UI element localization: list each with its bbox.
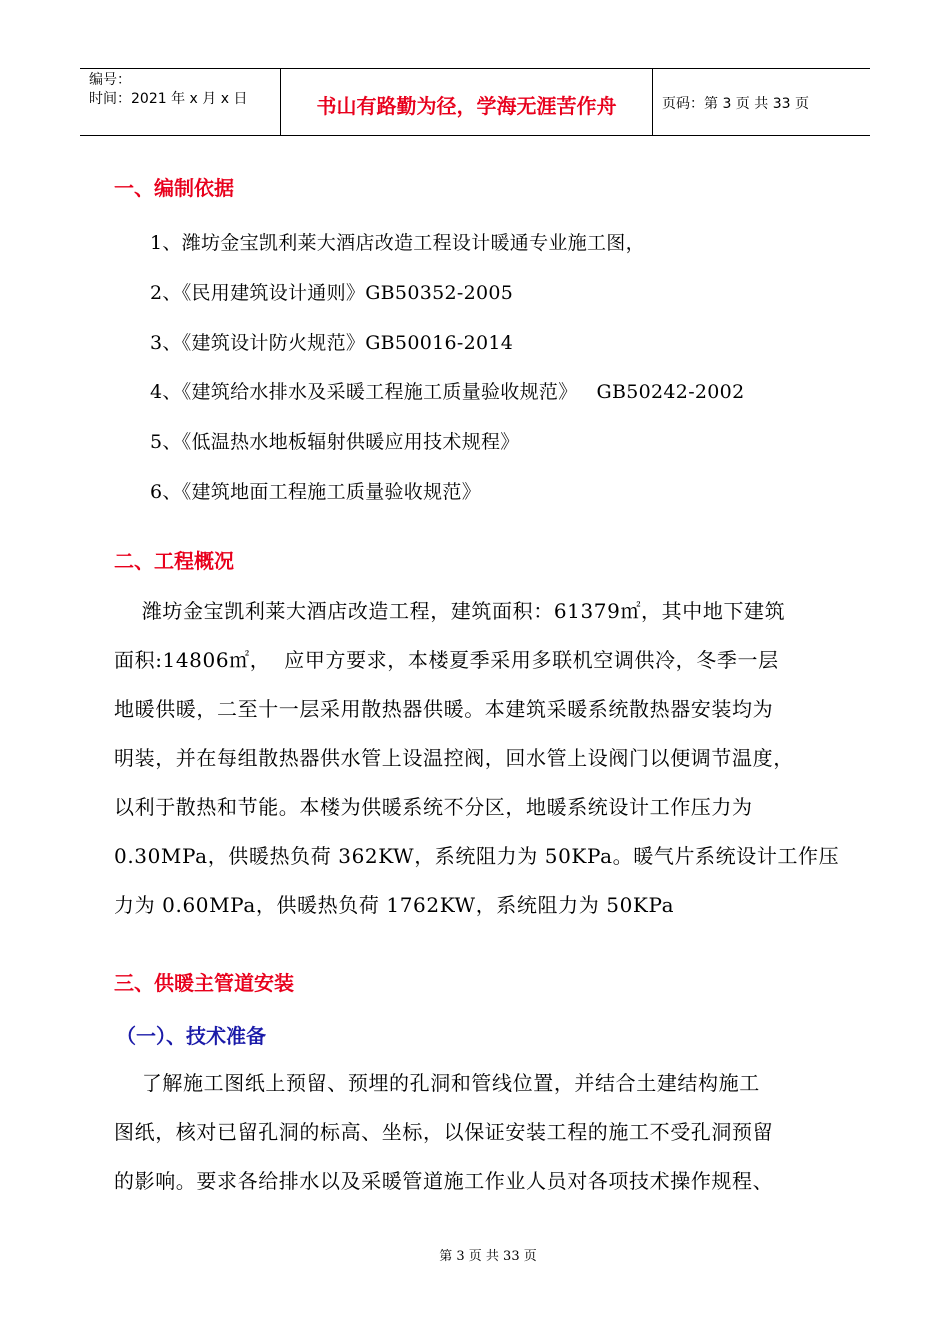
- page-footer: 第 3 页 共 33 页: [439, 1249, 537, 1264]
- page-header: [80, 68, 870, 136]
- reference-item: 4、《建筑给水排水及采暖工程施工质量验收规范》 GB50242-2002: [150, 381, 745, 403]
- paragraph-line: 力为 0.60MPa，供暖热负荷 1762KW，系统阻力为 50KPa: [114, 893, 675, 917]
- reference-item: 6、《建筑地面工程施工质量验收规范》: [150, 481, 481, 503]
- paragraph-line: 潍坊金宝凯利莱大酒店改造工程，建筑面积：61379㎡，其中地下建筑: [114, 599, 786, 623]
- paragraph-line: 0.30MPa，供暖热负荷 362KW，系统阻力为 50KPa。暖气片系统设计工作压: [114, 844, 840, 868]
- paragraph-line: 面积:14806㎡， 应甲方要求，本楼夏季采用多联机空调供冷，冬季一层: [114, 648, 779, 672]
- reference-item: 2、《民用建筑设计通则》GB50352-2005: [150, 282, 514, 304]
- header-motto: 书山有路勤为径，学海无涯苦作舟: [281, 69, 653, 135]
- overview-paragraph: [114, 587, 854, 930]
- document-date: 时间：2021 年 x 月 x 日: [89, 91, 248, 107]
- paragraph-line: 明装，并在每组散热器供水管上设温控阀，回水管上设阀门以便调节温度，: [114, 746, 794, 770]
- paragraph-line: 了解施工图纸上预留、预埋的孔洞和管线位置，并结合土建结构施工: [114, 1071, 760, 1095]
- section-title-basis: 一、编制依据: [114, 176, 234, 200]
- header-meta: [80, 69, 281, 135]
- subsection-title-tech-prep: （一）、技术准备: [116, 1024, 266, 1048]
- paragraph-line: 以利于散热和节能。本楼为供暖系统不分区，地暖系统设计工作压力为: [114, 795, 753, 819]
- tech-prep-paragraph: [114, 1059, 854, 1206]
- section-title-main-pipe: 三、供暖主管道安装: [114, 971, 294, 995]
- paragraph-line: 的影响。要求各给排水以及采暖管道施工作业人员对各项技术操作规程、: [114, 1169, 774, 1193]
- reference-item: 1、潍坊金宝凯利莱大酒店改造工程设计暖通专业施工图，: [150, 232, 645, 254]
- document-number-label: 编号：: [89, 72, 131, 88]
- section-title-overview: 二、工程概况: [114, 549, 234, 573]
- paragraph-line: 图纸，核对已留孔洞的标高、坐标，以保证安装工程的施工不受孔洞预留: [114, 1120, 774, 1144]
- header-page-code: 页码：第 3 页 共 33 页: [662, 96, 809, 112]
- reference-item: 5、《低温热水地板辐射供暖应用技术规程》: [150, 431, 520, 453]
- reference-item: 3、《建筑设计防火规范》GB50016-2014: [150, 332, 514, 354]
- paragraph-line: 地暖供暖，二至十一层采用散热器供暖。本建筑采暖系统散热器安装均为: [114, 697, 774, 721]
